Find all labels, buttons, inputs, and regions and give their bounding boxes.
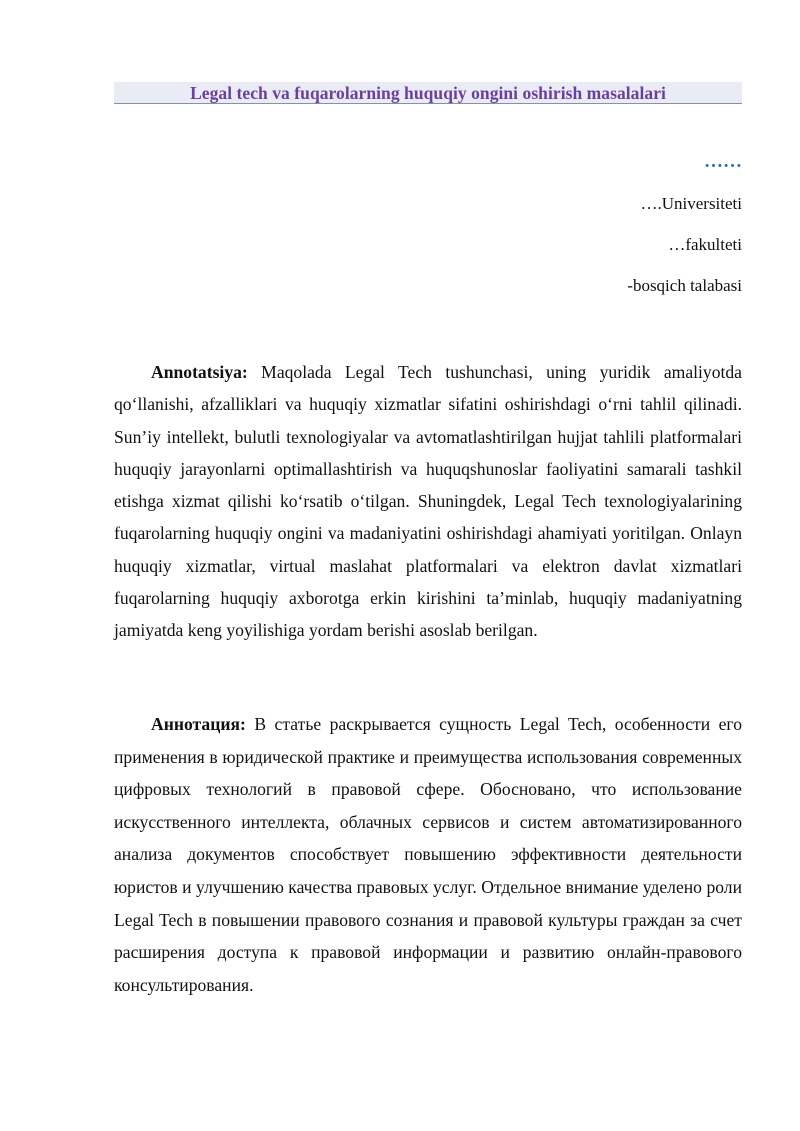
author-stage: -bosqich talabasi xyxy=(627,276,742,295)
author-faculty: …fakulteti xyxy=(668,235,742,254)
abstract-uzbek xyxy=(114,356,742,647)
abstract-russian xyxy=(114,708,742,1001)
author-block xyxy=(114,150,742,298)
abstract-russian-text: В статье раскрывается сущность Legal Tech, особенности его применения в юридической практике и преимущества использования современных цифровых технологий в правовой сфере. Обосновано, что использование искусственного интеллекта, облачных сервисов и систем автоматизированного анализа документов способствует повышению эффективности деятельности юристов и улучшению качества правовых услуг. Отдельное внимание уделено роли Legal Tech в повышении правового сознания и правовой культуры граждан за счет расширения доступа к правовой информации и развитию онлайн-правового консультирования. xyxy=(114,714,742,995)
abstract-russian-label: Аннотация: xyxy=(151,714,246,734)
author-university: ….Universiteti xyxy=(640,194,742,213)
author-name: …… xyxy=(704,151,742,172)
abstract-uzbek-text: Maqolada Legal Tech tushunchasi, uning yuridik amaliyotda qo‘llanishi, afzalliklari va huquqiy xizmatlar sifatini oshirishdagi o‘rni tahlil qilinadi. Sun’iy intellekt, bulutli texnologiyalar va avtomatlashtirilgan hujjat tahlili platformalari huquqiy jarayonlarni optimallashtirish va huquqshunoslar faoliyatini samarali tashkil etishga xizmat qilishi ko‘rsatib o‘tilgan. Shuningdek, Legal Tech texnologiyalarining fuqarolarning huquqiy ongini va madaniyatini oshirishdagi ahamiyati yoritilgan. Onlayn huquqiy xizmatlar, virtual maslahat platformalari va elektron davlat xizmatlari fuqarolarning huquqiy axborotga erkin kirishini ta’minlab, huquqiy madaniyatning jamiyatda keng yoyilishiga yordam berishi asoslab berilgan. xyxy=(114,362,742,641)
article-title: Legal tech va fuqarolarning huquqiy ongini oshirish masalalari xyxy=(114,82,742,104)
abstract-uzbek-label: Annotatsiya: xyxy=(151,362,248,382)
